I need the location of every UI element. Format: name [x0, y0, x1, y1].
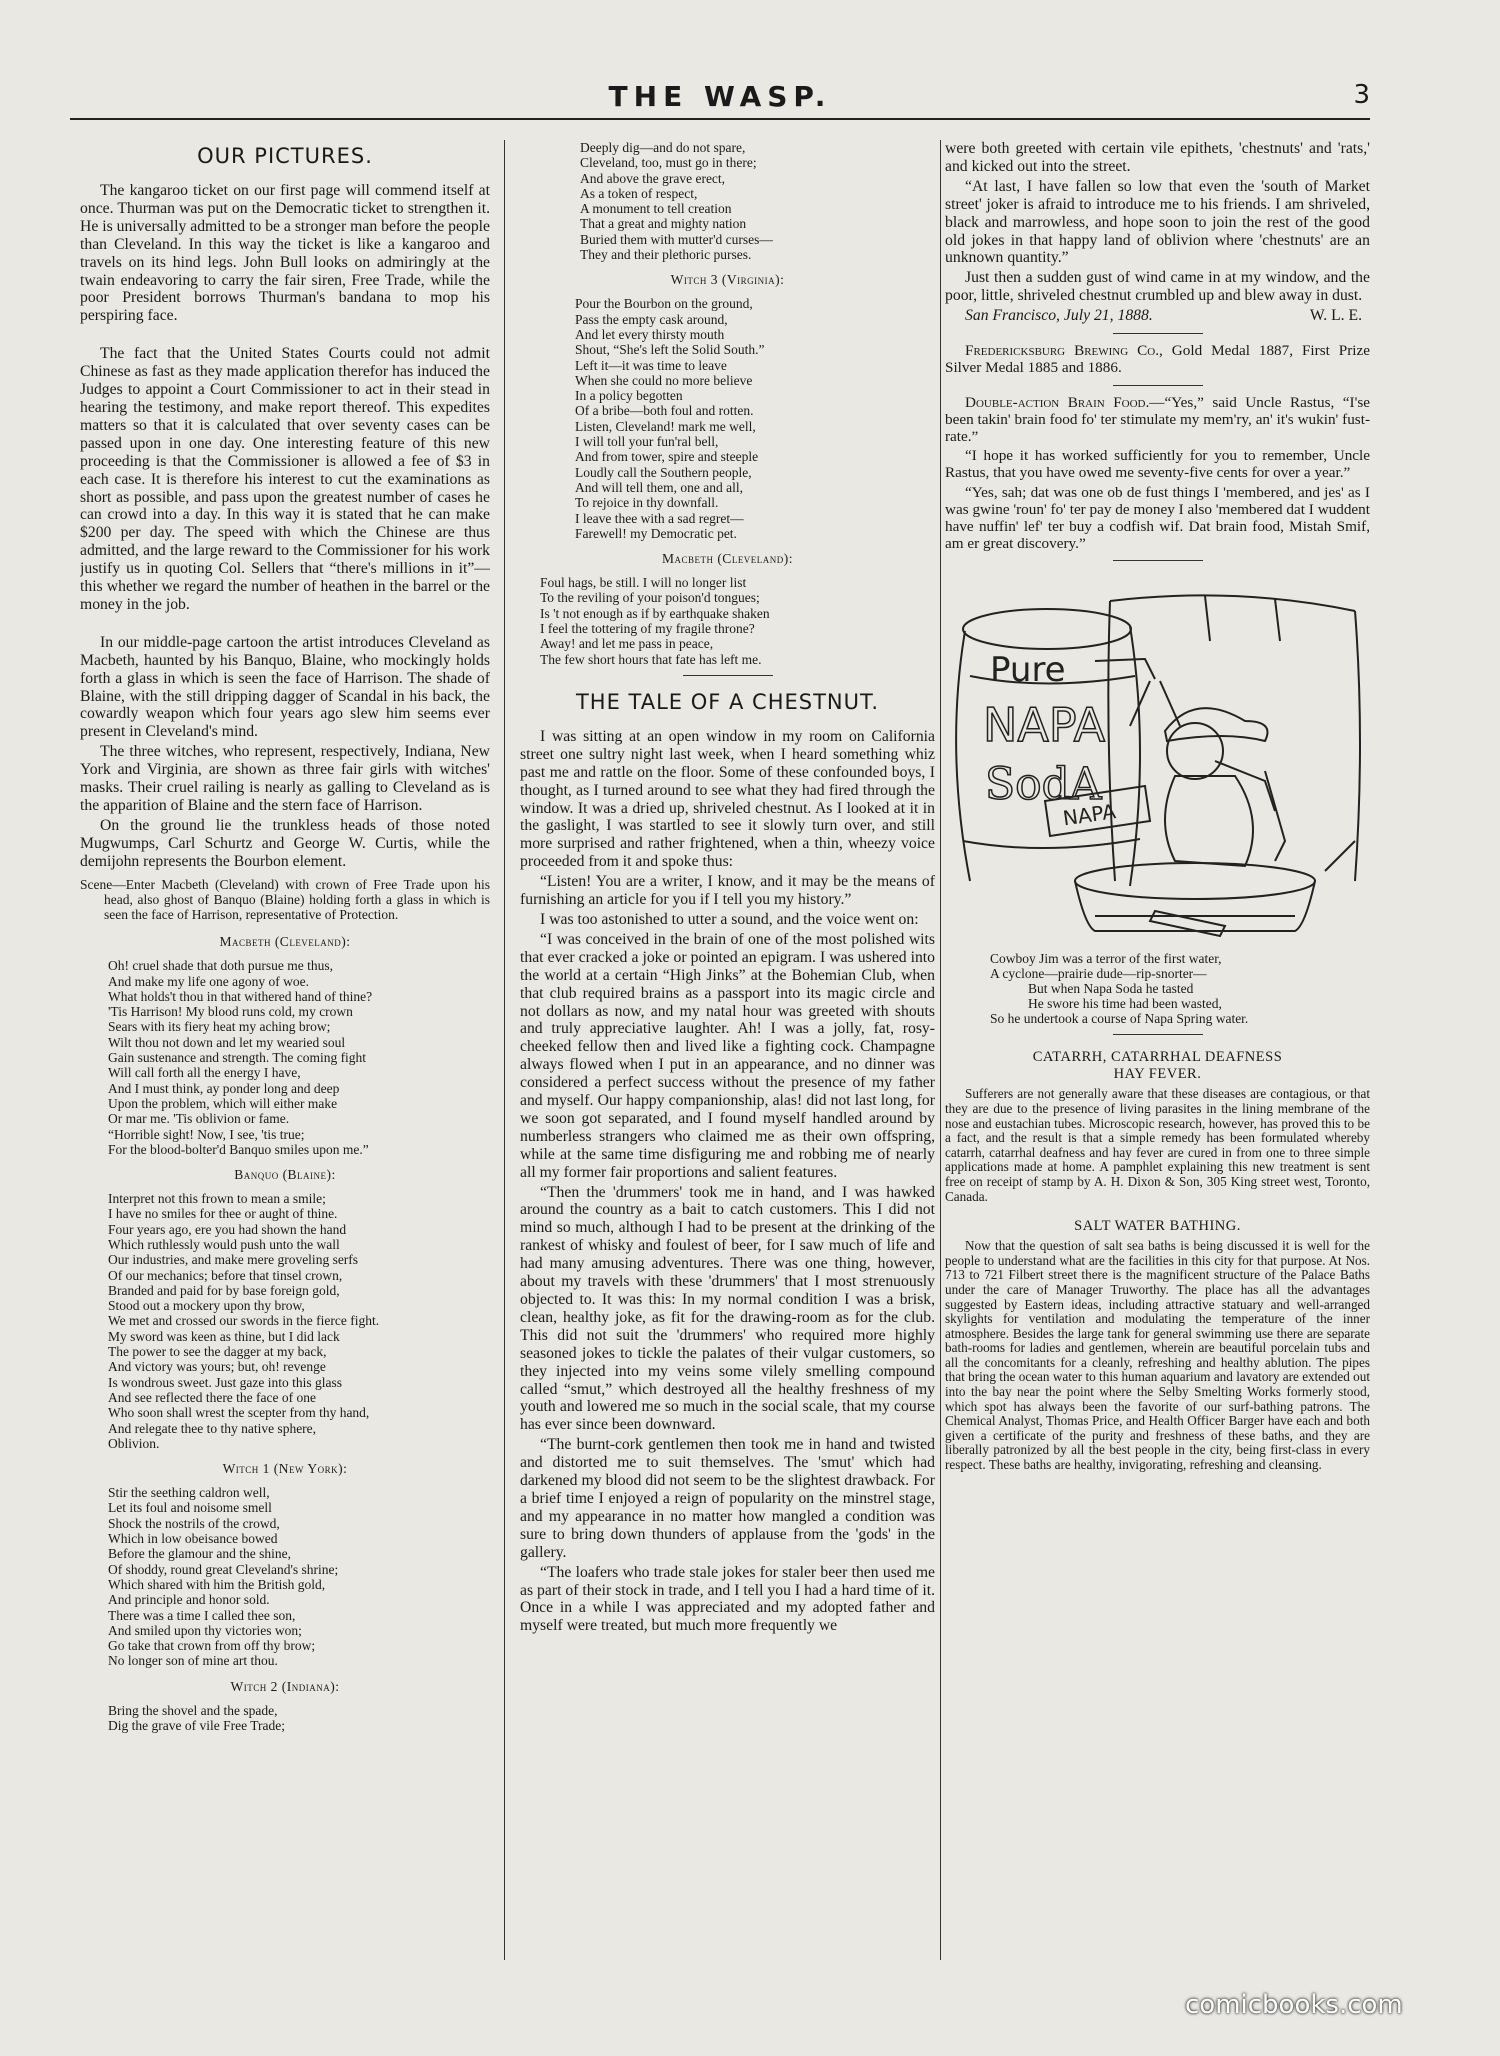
watermark: comicbooks.com — [1185, 1990, 1403, 2020]
napa-soda-illustration — [945, 581, 1365, 941]
verse-line: Deeply dig—and do not spare, — [580, 140, 746, 155]
verse-line: As a token of respect, — [580, 185, 698, 201]
verse-line: Foul hags, be still. I will no longer list — [540, 575, 747, 591]
verse-line: And see reflected there the face of one — [108, 1389, 317, 1405]
signature-initials: W. L. E. — [1309, 307, 1362, 325]
illustration-caption — [990, 952, 1370, 1026]
barrel-text: SodA — [985, 759, 1102, 811]
verse-line: Oh! cruel shade that doth pursue me thus, — [108, 958, 333, 974]
verse-line: Cleveland, too, must go in there; — [580, 155, 757, 171]
verse-line: The few short hours that fate has left me. — [540, 651, 762, 667]
verse-line: And make my life one agony of woe. — [108, 973, 309, 989]
article-paragraph: “At last, I have fallen so low that even the 'south of Market street' joker is afraid to introduce me to his friends. I am shriveled, black and marrowless, and hope soon to join the rest of the good old jokes in that happy land of oblivion where 'chestnuts' are an unknown quantity.” — [945, 177, 1370, 267]
article-signature — [945, 307, 1370, 325]
verse-line: “Horrible sight! Now, I see, 'tis true; — [108, 1126, 305, 1142]
verse-line: Interpret not this frown to mean a smile; — [108, 1191, 326, 1207]
verse-line: Shout, “She's left the Solid South.” — [575, 342, 765, 358]
verse-line: Our industries, and make mere groveling serfs — [108, 1252, 359, 1268]
article-paragraph: “The burnt-cork gentlemen then took me in hand and twisted and distorted me to suit themselves. The 'smut' which had darkened my blood did not seem to be the slightest drawback. For a brief time I enjoyed a reign of popularity on the minstrel stage, and my appearance in no matter how mangled a condition was sure to bring down thunders of applause from the 'gods' in the gallery. — [520, 1436, 935, 1561]
page-number: 3 — [1353, 80, 1370, 110]
ad-text: —“Yes,” said Uncle Rastus, “I'se been takin' brain food fo' ter stimulate my mem'ry, an' it's wukin' fust-rate.” — [945, 393, 1370, 445]
article-paragraph: “Then the 'drummers' took me in hand, and I was hawked around the country as a bait to catch customers. This I did not mind so much, although I had to be present at the drinking of the rankest of whisky and foulest of beer, for I saw much of life and had many amusing adventures. There was one thing, however, about my travels with these 'drummers' that I most strenuously objected to. It was this: In my normal condition I was a brisk, clean, healthy joke, as fit for the drawing-room as for the club. This did not suit the 'drummers' who required more highly seasoned jokes to tickle the palates of their vulgar customers, so they injected into my veins some vilely smelling compound called “smut,” which destroyed all the healthy freshness of my youth and lowered me so much in the social scale, that my course has ever since been downward. — [520, 1183, 935, 1434]
column-divider-2 — [940, 140, 941, 1960]
verse-line: Away! and let me pass in peace, — [540, 636, 714, 652]
verse-line: Will call forth all the energy I have, — [108, 1065, 301, 1081]
brain-food-item — [945, 394, 1370, 553]
scene-direction: Scene—Enter Macbeth (Cleveland) with crown of Free Trade upon his head, also ghost of Banquo (Blaine) holding forth a glass in which is seen the face of Harrison, representative of Protection. — [80, 876, 490, 923]
verse-line: For the blood-bolter'd Banquo smiles upon me.” — [108, 1141, 369, 1157]
ad-paragraph: Now that the question of salt sea baths is being discussed it is well for the people to understand what are the facilities in this city for that purpose. At Nos. 713 to 721 Filbert street there is the magnificent structure of the Palace Baths under the care of Manager Truworthy. The place has all the advantages suggested by Eastern ideas, including attractive statuary and well-arranged skylights for ventilation and modulating the temperature of the inner atmosphere. Besides the large tank for general swimming use there are separate bath-rooms for ladies and gentlemen, wherein are beautiful porcelain tubs and all the concomitants for a cleanly, refreshing and healthy ablution. The pipes that bring the ocean water to this human aquarium and lavatory are extended out into the bay near the point where the Selby Smelting Works formerly stood, which spot has always been the favorite of our surf-bathing patrons. The Chemical Analyst, Thomas Price, and Health Officer Barger have each and both given a certificate of the purity and freshness of these baths, and they are liberally patronized by all the best people in the city, being first-class in every respect. These baths are healthy, invigorating, refreshing and cleansing. — [945, 1238, 1370, 1473]
section-divider — [1113, 560, 1203, 561]
verse-line: Which in low obeisance bowed — [108, 1531, 278, 1547]
verse-line: To rejoice in thy downfall. — [575, 495, 719, 511]
catarrh-subheading: HAY FEVER. — [1113, 1066, 1202, 1083]
verse-line: And I must think, ay ponder long and deep — [108, 1080, 340, 1096]
verse-line: And above the grave erect, — [580, 170, 726, 186]
verse-line: That a great and mighty nation — [580, 216, 747, 232]
verse-line: 'Tis Harrison! My blood runs cold, my crown — [108, 1004, 353, 1020]
verse-block — [108, 1703, 490, 1734]
brewing-ad — [945, 342, 1370, 376]
section-divider — [1113, 1034, 1203, 1035]
article-paragraph: “The loafers who trade stale jokes for staler beer then used me as part of their stock in trade, and I tell you I had a hard time of it. Once in a while I was appreciated and my adopted father and myself were treated, but much more frequently we — [520, 1563, 935, 1635]
column-divider-1 — [504, 140, 505, 1960]
verse-line: And will tell them, one and all, — [575, 479, 743, 495]
verse-line: Or mar me. 'Tis oblivion or fame. — [108, 1111, 290, 1127]
verse-line: What holds't thou in that withered hand of thine? — [108, 988, 373, 1004]
speaker-heading: Macbeth (Cleveland): — [219, 934, 351, 950]
article-paragraph: “I was conceived in the brain of one of the most polished wits that ever cracked a joke or pointed an epigram. I was ushered into the world at a certain “High Jinks” at the Bohemian Club, when that club required brains as a passport into its magic circle and not dollars as now, and my natal hour was greeted with shouts and truly appreciative laughter. Ah! I was a jolly, fat, rosy-cheeked fellow then and lived like a fighting cock. Champagne always flowed when I put in an appearance, and no dinner was considered a perfect success without the presence of my father and myself. Our happy companionship, alas! did not last long, for we soon got separated, and I found myself handled around by numberless strangers who claimed me as their own offspring, while at the same time disfiguring me and robbing me of nearly all my former fair proportions and salient features. — [520, 930, 935, 1181]
verse-line: Dig the grave of vile Free Trade; — [108, 1718, 285, 1733]
verse-line: To the reviling of your poison'd tongues; — [540, 590, 760, 606]
verse-line: I feel the tottering of my fragile throne? — [540, 621, 755, 637]
verse-line: And from tower, spire and steeple — [575, 449, 759, 465]
verse-block — [580, 140, 935, 262]
verse-line: When she could no more believe — [575, 372, 753, 388]
verse-block — [575, 296, 935, 541]
verse-line: Of shoddy, round great Cleveland's shrine; — [108, 1561, 339, 1577]
verse-block — [108, 1485, 490, 1669]
verse-line: Of a bribe—both foul and rotten. — [575, 403, 754, 419]
column-3 — [945, 140, 1370, 1960]
salt-water-bathing-heading: SALT WATER BATHING. — [1074, 1218, 1241, 1235]
verse-line: Which ruthlessly would push unto the wall — [108, 1236, 340, 1252]
barrel-text: Pure — [990, 650, 1066, 691]
speaker-heading: Witch 3 (Virginia): — [670, 272, 785, 288]
section-divider — [1113, 333, 1203, 334]
verse-line: Pass the empty cask around, — [575, 311, 728, 327]
verse-line: And smiled upon thy victories won; — [108, 1622, 302, 1638]
section-divider — [1113, 385, 1203, 386]
verse-line: Four years ago, ere you had shown the hand — [108, 1221, 347, 1237]
ad-paragraph: Sufferers are not generally aware that these diseases are contagious, or that they are due to the presence of living parasites in the lining membrane of the nose and eustachian tubes. Microscopic research, however, has proved this to be a fact, and the result is that a simple remedy has been formulated whereby catarrh, catarrhal deafness and hay fever are cured in from one to three simple applications made at home. A pamphlet explaining this new treatment is sent free on receipt of stamp by A. H. Dixon & Son, 305 King street west, Toronto, Canada. — [945, 1086, 1370, 1204]
verse-line: Of our mechanics; before that tinsel crown, — [108, 1267, 343, 1283]
verse-block — [108, 958, 490, 1157]
verse-line: And relegate thee to thy native sphere, — [108, 1420, 317, 1436]
verse-block — [540, 575, 935, 667]
tale-of-a-chestnut-heading: THE TALE OF A CHESTNUT. — [575, 689, 880, 714]
verse-line: No longer son of mine art thou. — [108, 1653, 278, 1669]
bottle-label: NAPA — [1061, 799, 1118, 831]
speaker-heading: Banquo (Blaine): — [234, 1167, 336, 1183]
column-2 — [520, 140, 935, 1960]
caption-line: A cyclone—prairie dude—rip-snorter— — [990, 966, 1207, 982]
article-paragraph: “Listen! You are a writer, I know, and it may be the means of furnishing an article for you if I tell you my history.” — [520, 873, 935, 909]
verse-line: Upon the problem, which will either make — [108, 1095, 338, 1111]
verse-line: A monument to tell creation — [580, 201, 732, 217]
caption-line: Cowboy Jim was a terror of the first water, — [990, 951, 1222, 967]
signature-place-date: San Francisco, July 21, 1888. — [965, 307, 1153, 325]
verse-line: Stood out a mockery upon thy brow, — [108, 1298, 305, 1314]
verse-line: Is 't not enough as if by earthquake shaken — [540, 605, 770, 621]
caption-line: But when Napa Soda he tasted — [1028, 980, 1194, 996]
verse-line: I have no smiles for thee or aught of thine. — [108, 1206, 338, 1222]
barrel-text: NAPA — [983, 698, 1106, 753]
verse-line: I leave thee with a sad regret— — [575, 510, 744, 526]
our-pictures-heading: OUR PICTURES. — [197, 144, 373, 168]
column-1 — [80, 140, 490, 1960]
verse-line: And let every thirsty mouth — [575, 326, 725, 342]
verse-line: Oblivion. — [108, 1435, 160, 1451]
verse-line: Pour the Bourbon on the ground, — [575, 296, 753, 312]
article-paragraph: The three witches, who represent, respectively, Indiana, New York and Virginia, are shown as three fair girls with witches' masks. Their cruel railing is nearly as galling to Cleveland as is the apparition of Blaine and the stern face of Harrison. — [80, 743, 490, 814]
verse-line: My sword was keen as thine, but I did lack — [108, 1328, 340, 1344]
verse-line: Before the glamour and the shine, — [108, 1546, 291, 1562]
article-paragraph: I was too astonished to utter a sound, and the voice went on: — [540, 910, 919, 928]
verse-line: There was a time I called thee son, — [108, 1607, 296, 1623]
verse-line: Left it—it was time to leave — [575, 357, 727, 373]
catarrh-ad — [945, 1087, 1370, 1204]
article-paragraph: were both greeted with certain vile epithets, 'chestnuts' and 'rats,' and kicked out into the street. — [945, 140, 1370, 175]
verse-line: And principle and honor sold. — [108, 1592, 270, 1608]
verse-line: Which shared with him the British gold, — [108, 1576, 326, 1592]
caption-line: So he undertook a course of Napa Spring water. — [990, 1010, 1249, 1026]
verse-line: Go take that crown from off thy brow; — [108, 1638, 316, 1654]
verse-line: And victory was yours; but, oh! revenge — [108, 1359, 326, 1375]
caption-line: He swore his time had been wasted, — [1028, 995, 1222, 1011]
catarrh-heading: CATARRH, CATARRHAL DEAFNESS — [1032, 1049, 1283, 1066]
verse-line: Who soon shall wrest the scepter from thy hand, — [108, 1405, 370, 1421]
ad-text: Gold Medal 1887, First Prize Silver Medal 1885 and 1886. — [945, 342, 1370, 377]
verse-line: Wilt thou not down and let my wearied soul — [108, 1034, 346, 1050]
verse-line: Stir the seething caldron well, — [108, 1485, 270, 1501]
speaker-heading: Witch 2 (Indiana): — [230, 1678, 340, 1694]
verse-line: Gain sustenance and strength. The coming fight — [108, 1050, 367, 1066]
speaker-heading: Macbeth (Cleveland): — [661, 551, 794, 567]
ad-lead: Double-action Brain Food. — [965, 393, 1150, 411]
verse-line: Loudly call the Southern people, — [575, 464, 752, 480]
ad-lead: Fredericksburg Brewing Co., — [965, 342, 1163, 360]
verse-line: The power to see the dagger at my back, — [108, 1344, 327, 1360]
ad-paragraph: “Yes, sah; dat was one ob de fust things I 'membered, and jes' as I was gwine 'roun' fo' ter pay de money I also 'membered dat I wuddent have nuffin' lef' ter buy a codfish wif. Dat brain food, Mistah Smif, am er great discovery.” — [945, 483, 1370, 553]
verse-line: Let its foul and noisome smell — [108, 1500, 272, 1516]
speaker-heading: Witch 1 (New York): — [222, 1461, 348, 1477]
article-paragraph: Just then a sudden gust of wind came in at my window, and the poor, little, shriveled chestnut crumbled up and blew away in dust. — [945, 269, 1370, 305]
verse-line: Shock the nostrils of the crowd, — [108, 1515, 280, 1531]
verse-line: Sears with its fiery heat my aching brow; — [108, 1019, 331, 1035]
verse-line: Branded and paid for by base foreign gold, — [108, 1282, 340, 1298]
salt-water-bathing-ad — [945, 1239, 1370, 1473]
article-paragraph: I was sitting at an open window in my room on California street one sultry night last week, when I heard something whiz past me and rattle on the floor. Some of these confounded boys, I thought, as I turned around to see what they had fired through the window. It was a dried up, shriveled chestnut. As I looked at it in the gaslight, I was startled to see it slowly turn over, and still more surprised and rather frightened, when a thin, wheezy voice proceeded from it and spoke thus: — [520, 727, 935, 871]
article-paragraph: On the ground lie the trunkless heads of those noted Mugwumps, Carl Schurtz and George W. Curtis, while the demijohn represents the Bourbon element. — [80, 816, 490, 870]
ad-paragraph: “I hope it has worked sufficiently for you to remember, Uncle Rastus, that you have owed me seventy-five cents for over a year.” — [945, 447, 1370, 482]
verse-line: Listen, Cleveland! mark me well, — [575, 418, 756, 434]
verse-line: Bring the shovel and the spade, — [108, 1702, 278, 1718]
masthead-title: THE WASP. — [608, 80, 832, 113]
verse-line: They and their plethoric purses. — [580, 247, 752, 263]
verse-line: In a policy begotten — [575, 388, 683, 404]
masthead — [70, 78, 1370, 120]
verse-line: Farewell! my Democratic pet. — [575, 525, 737, 541]
article-paragraph: The kangaroo ticket on our first page will commend itself at once. Thurman was put on the Democratic ticket to strengthen it. He is universally admitted to be a stronger man before the people than Cleveland. In this way the ticket is like a kangaroo and travels on its hind legs. John Bull looks on admiringly at the twain endeavoring to carry the fair siren, Free Trade, while the poor President borrows Thurman's bandana to mop his perspiring face. — [80, 182, 490, 325]
section-divider — [683, 675, 773, 676]
verse-block — [108, 1191, 490, 1451]
verse-line: Buried them with mutter'd curses— — [580, 231, 773, 247]
article-paragraph: The fact that the United States Courts could not admit Chinese as fast as they made application therefor has induced the Judges to appoint a Court Commissioner to act in their stead in hearing the testimony, and make report thereof. This expedites matters so that it is calculated that over seventy cases can be passed upon in one day. One interesting feature of this new proceeding is that the Commissioner is allowed a fee of $3 in each case. It is therefore his interest to cut the examinations as short as possible, and pass upon the greatest number of cases he can crowd into a day. In this way it is stated that he can make $200 per day. The speed with which the Chinese are thus admitted, and the large reward to the Commissioner for his work justify us in quoting Col. Sellers that “there's millions in it”—this whether we regard the number of heathen in the barrel or the money in the job. — [80, 345, 490, 613]
verse-line: I will toll your fun'ral bell, — [575, 434, 719, 450]
verse-line: We met and crossed our swords in the fierce fight. — [108, 1313, 380, 1329]
article-paragraph: In our middle-page cartoon the artist introduces Cleveland as Macbeth, haunted by his Banquo, Blaine, who mockingly holds forth a glass in which is seen the face of Harrison. The shade of Blaine, with the still dripping dagger of Scandal in his back, the cowardly weapon which four years ago slew him seems ever present in Cleveland's mind. — [80, 633, 490, 741]
verse-line: Is wondrous sweet. Just gaze into this glass — [108, 1374, 342, 1390]
